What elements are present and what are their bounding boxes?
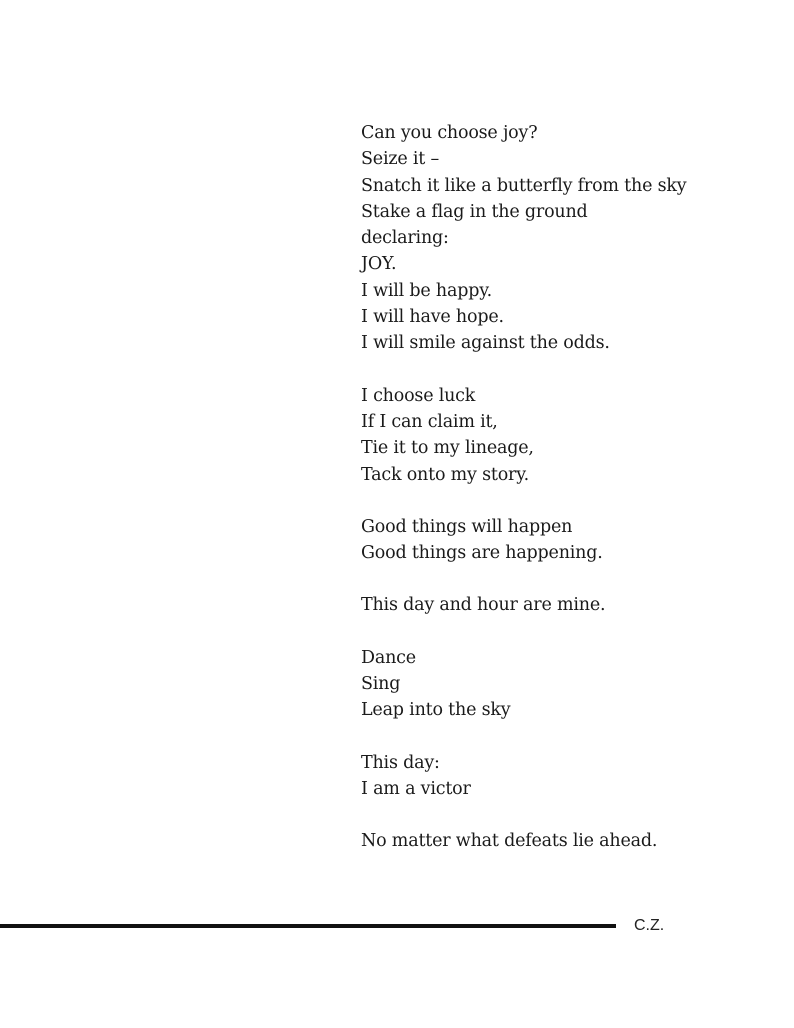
- poem-line: Tack onto my story.: [361, 464, 529, 485]
- poem: [361, 120, 781, 881]
- poem-line: I choose luck: [361, 385, 476, 406]
- footer-divider: [0, 924, 616, 928]
- poem-line: Snatch it like a butterfly from the sky: [361, 175, 687, 196]
- stanza-5: [361, 645, 781, 724]
- stanza-2: [361, 383, 781, 488]
- poem-line: declaring:: [361, 228, 449, 249]
- poem-line: Dance: [361, 647, 416, 668]
- stanza-4: [361, 592, 781, 618]
- poem-line: I will be happy.: [361, 280, 492, 301]
- poem-line: Good things will happen: [361, 516, 573, 537]
- poem-line: I am a victor: [361, 778, 471, 799]
- poem-line: Leap into the sky: [361, 700, 511, 721]
- poem-line: Can you choose joy?: [361, 123, 538, 143]
- poem-line: Good things are happening.: [361, 543, 603, 564]
- poem-line: If I can claim it,: [361, 411, 498, 432]
- stanza-3: [361, 514, 781, 567]
- author-signature: C.Z.: [634, 917, 665, 934]
- poem-line: Tie it to my lineage,: [361, 438, 534, 459]
- poem-line: I will have hope.: [361, 307, 504, 328]
- stanza-1: [361, 120, 781, 357]
- poem-line: This day:: [361, 752, 440, 773]
- poem-line: Seize it –: [361, 149, 440, 170]
- stanza-6: [361, 750, 781, 803]
- poem-line: Stake a flag in the ground: [361, 201, 588, 222]
- poem-line: Sing: [361, 674, 401, 695]
- poem-line: This day and hour are mine.: [361, 595, 606, 616]
- poem-line: I will smile against the odds.: [361, 333, 610, 354]
- poem-line: No matter what defeats lie ahead.: [361, 831, 658, 852]
- stanza-7: [361, 828, 781, 854]
- poem-line: JOY.: [361, 254, 397, 275]
